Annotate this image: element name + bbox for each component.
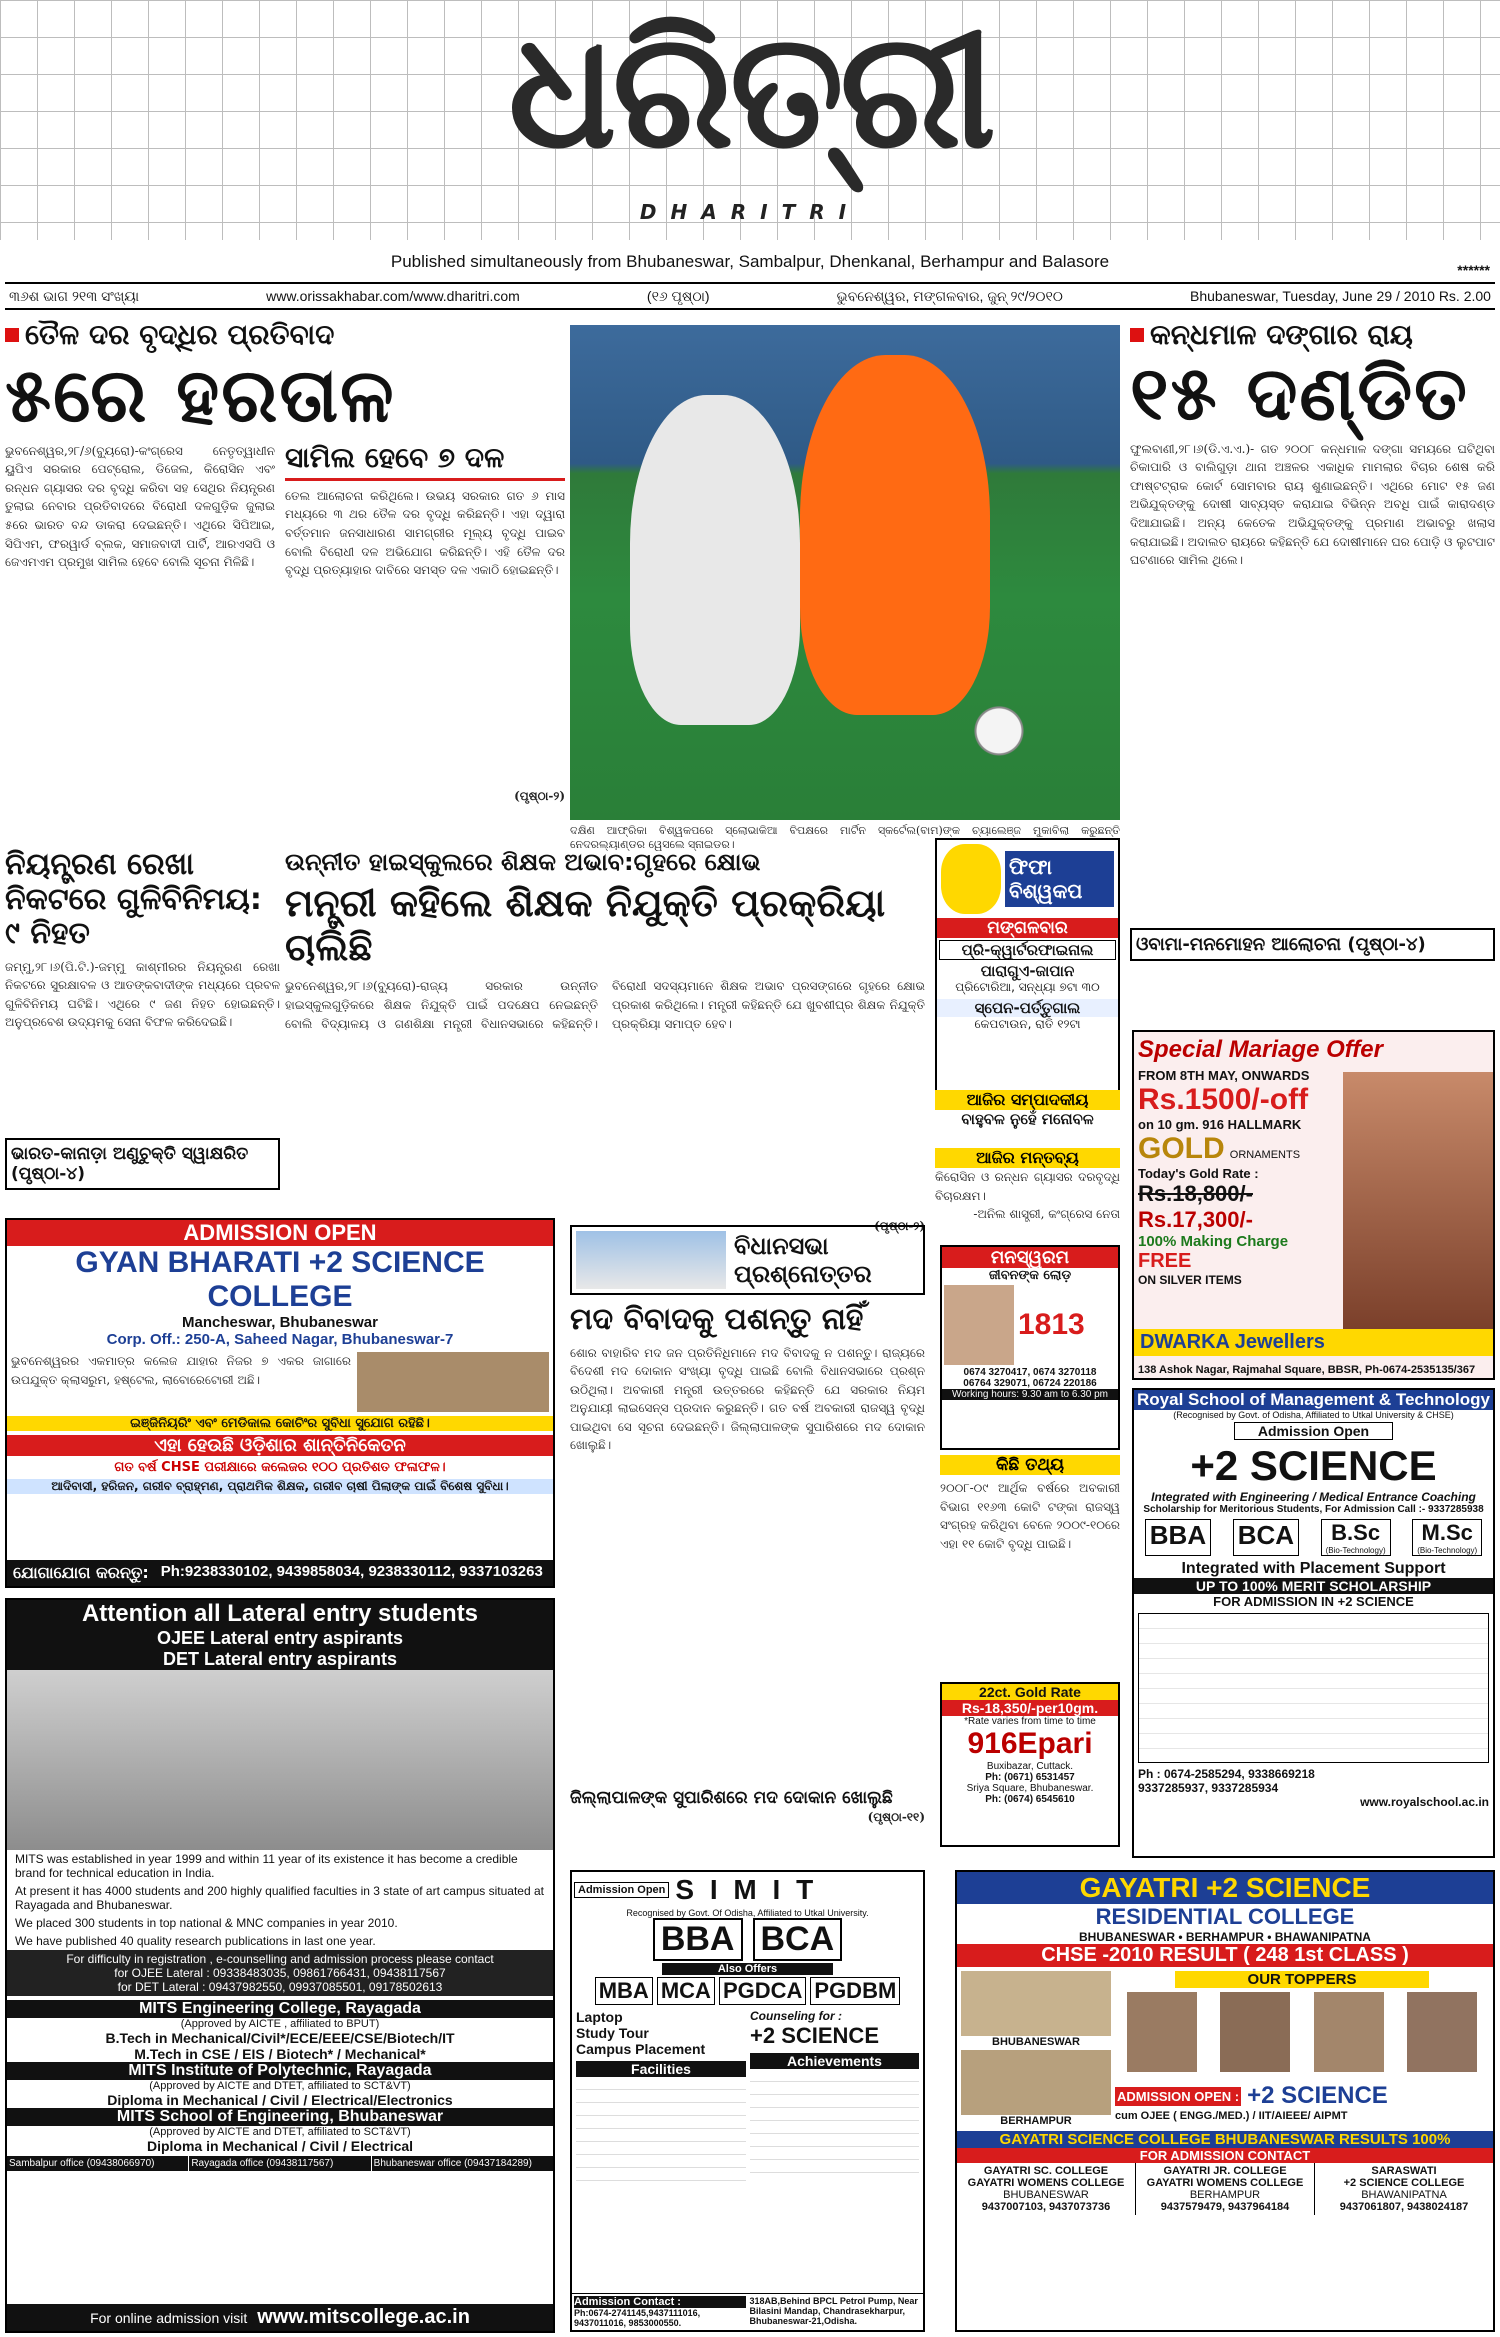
gayatri-campus1: BHUBANESWAR bbox=[992, 2036, 1080, 2048]
gyan-corp: Corp. Off.: 250-A, Saheed Nagar, Bhubaneswar-7 bbox=[106, 1331, 454, 1348]
fifa-match1-time: ପ୍ରିଟୋରିଆ, ସନ୍ଧ୍ୟା ୭ଟା ୩୦ bbox=[955, 980, 1100, 994]
royal-c4s: (Bio-Technology) bbox=[1417, 1546, 1478, 1555]
mits-c3: MITS School of Engineering, Bhubaneswar bbox=[7, 2108, 553, 2126]
masthead-logo: ଧରିତ୍ରୀ bbox=[508, 0, 992, 184]
manaswaram-hours: Working hours: 9.30 am to 6.30 pm bbox=[942, 1389, 1118, 1400]
ad-mits[interactable] bbox=[5, 1598, 555, 2333]
gayatri-result: CHSE -2010 RESULT ( 248 1st CLASS ) bbox=[957, 1944, 1493, 1967]
dwarka-charge: 100% Making Charge bbox=[1138, 1233, 1289, 1250]
royal-placement: Integrated with Placement Support bbox=[1181, 1560, 1446, 1577]
mascot-icon bbox=[941, 844, 1001, 914]
football-photo bbox=[570, 325, 1120, 820]
ad-epari[interactable] bbox=[940, 1682, 1120, 1847]
mits-ojee[interactable]: for OJEE Lateral : 09338483035, 09861766431, 09438117567 bbox=[114, 1966, 446, 1980]
simit-facilities-list bbox=[576, 2077, 746, 2187]
mits-o3[interactable]: Bhubaneswar office (09437184289) bbox=[372, 2156, 553, 2171]
mits-c3b: Diploma in Mechanical / Civil / Electrical bbox=[146, 2138, 414, 2154]
dwarka-ornaments: ORNAMENTS bbox=[1229, 1149, 1301, 1161]
simit-c3: MBA bbox=[595, 1977, 653, 2005]
simit-achievements: Achievements bbox=[750, 2053, 919, 2069]
gayatri-b3c: BHAWANIPATNA bbox=[1361, 2189, 1447, 2201]
opinion-box bbox=[935, 1148, 1120, 1238]
gyan-place: Mancheswar, Bhubaneswar bbox=[182, 1314, 378, 1331]
mits-c2: MITS Institute of Polytechnic, Rayagada bbox=[7, 2062, 553, 2080]
royal-name: Royal School of Management & Technology bbox=[1134, 1390, 1493, 1410]
fifa-match2-time: କେପଟାଉନ, ରାତି ୧୨ଟା bbox=[974, 1017, 1081, 1031]
mits-b4: We have published 40 quality research publications in last one year. bbox=[15, 1934, 376, 1948]
photo-caption: ଦକ୍ଷିଣ ଆଫ୍ରିକା ବିଶ୍ୱକପରେ ସ୍ଲୋଭାକିଆ ବିପକ୍ଷରେ ମାର୍ଟିନ ସ୍କର୍ଟେଲ(ବାମ)ଙ୍କ ଚ୍ୟାଲେଞ୍ଜ ମୁକାବିଲା କରୁଛନ୍ତି ନେଦରଲ୍ୟାଣ୍ଡର ୱେସଲେ ସ୍ନାଇଡର। bbox=[570, 824, 1120, 852]
editorial-title: ଆଜିର ସମ୍ପାଦକୀୟ bbox=[935, 1090, 1120, 1110]
mits-c1c: M.Tech in CSE / EIS / Biotech* / Mechanical* bbox=[134, 2046, 426, 2062]
story5-subhead: ଜିଲ୍ଲାପାଳଙ୍କ ସୁପାରିଶରେ ମଦ ଦୋକାନ ଖୋଲୁଛି bbox=[570, 1787, 893, 1808]
manaswaram-phone2[interactable]: 06764 329071, 06724 220186 bbox=[963, 1378, 1097, 1389]
manaswaram-title: ମନସ୍ୱରମ bbox=[942, 1247, 1118, 1268]
assembly-box bbox=[570, 1225, 925, 1295]
issue: ୩୬ଶ ଭାଗ ୨୧୩ ସଂଖ୍ୟା bbox=[9, 287, 140, 304]
dwarka-grams: on 10 gm. 916 HALLMARK bbox=[1138, 1117, 1302, 1132]
dwarka-title: Special Mariage Offer bbox=[1138, 1036, 1383, 1063]
gayatri-b1: GAYATRI SC. COLLEGE bbox=[983, 2165, 1109, 2177]
celebrity-photo bbox=[944, 1285, 1014, 1365]
dwarka-brand: DWARKA Jewellers bbox=[1134, 1329, 1493, 1356]
gayatri-places: BHUBANESWAR • BERHAMPUR • BHAWANIPATNA bbox=[1079, 1930, 1371, 1944]
simit-contact: Admission Contact : bbox=[574, 2296, 746, 2308]
mits-b3: We placed 300 students in top national & MNC companies in year 2010. bbox=[15, 1916, 398, 1930]
story3-footer[interactable]: ଭାରତ-କାନାଡ଼ା ଅଣୁଚୁକ୍ତି ସ୍ୱାକ୍ଷରିତ (ପୃଷ୍ଠା-୪) bbox=[5, 1138, 280, 1190]
story5-continued[interactable]: (ପୃଷ୍ଠା-୧୧) bbox=[867, 1809, 925, 1824]
model-photo bbox=[1343, 1072, 1493, 1332]
story2-headline: ୧୫ ଦଣ୍ଡିତ bbox=[1130, 351, 1469, 437]
simit-recog: Recognised by Govt. Of Odisha, Affiliated to Utkal University. bbox=[626, 1908, 869, 1918]
gyan-banner: ADMISSION OPEN bbox=[7, 1220, 553, 1246]
mits-sub1: OJEE Lateral entry aspirants bbox=[7, 1628, 553, 1649]
simit-admission: Admission Open bbox=[574, 1882, 669, 1898]
fifa-title1: ଫିଫା bbox=[1009, 855, 1052, 879]
mits-c1: MITS Engineering College, Rayagada bbox=[7, 2000, 553, 2018]
gyan-name: GYAN BHARATI +2 SCIENCE COLLEGE bbox=[75, 1246, 485, 1313]
bullet-square-icon bbox=[5, 328, 19, 342]
dwarka-price: Rs.1500/-off bbox=[1138, 1083, 1309, 1116]
mits-site[interactable]: www.mitscollege.ac.in bbox=[257, 2306, 470, 2328]
mits-det[interactable]: for DET Lateral : 09437982550, 09937085501, 09178502613 bbox=[117, 1980, 443, 1994]
topper-photo bbox=[1127, 1992, 1197, 2072]
mits-campus-photo bbox=[7, 1670, 553, 1850]
epari-note: *Rate varies from time to time bbox=[964, 1716, 1096, 1727]
story4-continued[interactable]: (ପୃଷ୍ଠା-୨) bbox=[874, 1219, 925, 1234]
ad-manaswaram[interactable] bbox=[940, 1245, 1120, 1450]
fifa-box bbox=[935, 838, 1120, 1103]
simit-c5: PGDCA bbox=[719, 1977, 806, 2005]
fifa-day: ମଙ୍ଗଳବାର bbox=[937, 918, 1118, 938]
manaswaram-phone1[interactable]: 0674 3270417, 0674 3270118 bbox=[963, 1367, 1097, 1378]
gyan-line1: ଭୁବନେଶ୍ୱରର ଏକମାତ୍ର କଲେଜ ଯାହାର ନିଜର ୭ ଏକର ଜାଗାରେ ଉପଯୁକ୍ତ କ୍ଲାସରୁମ, ହଷ୍ଟେଲ, ଲାବୋରେଟୋରୀ ଅଛି। bbox=[11, 1354, 351, 1387]
mits-b2: At present it has 4000 students and 200 highly qualified faculties in 3 state of art campus situated at Rayagada and Bhubaneswar. bbox=[15, 1884, 544, 1912]
gayatri-results: GAYATRI SCIENCE COLLEGE BHUBANESWAR RESULTS 100% bbox=[957, 2131, 1493, 2148]
topper-photo bbox=[1407, 1992, 1477, 2072]
gayatri-ojee: cum OJEE ( ENGG./MED.) / IIT/AIEEE/ AIPMT bbox=[1115, 2110, 1348, 2122]
story4-headline: ମନ୍ତ୍ରୀ କହିଲେ ଶିକ୍ଷକ ନିଯୁକ୍ତି ପ୍ରକ୍ରିୟା ଚାଲିଛି bbox=[285, 881, 886, 969]
stars: ****** bbox=[1457, 262, 1490, 278]
simit-free3: Campus Placement bbox=[576, 2041, 706, 2057]
mits-c2a: (Approved by AICTE and DTET, affiliated to SCT&VT) bbox=[149, 2080, 411, 2092]
player-white bbox=[630, 395, 800, 725]
mits-c2b: Diploma in Mechanical / Civil / Electrical/Electronics bbox=[107, 2092, 453, 2108]
simit-plus2: +2 SCIENCE bbox=[750, 2023, 879, 2048]
ad-royal-school[interactable] bbox=[1132, 1388, 1495, 1858]
ad-gayatri[interactable] bbox=[955, 1870, 1495, 2332]
story1-body-right: ତେଲ ଆଲୋଚନା କରିଥିଲେ। ଉଭୟ ସରକାର ଗତ ୬ ମାସ ମଧ୍ୟରେ ୩ ଥର ତୈଳ ଦର ବୃଦ୍ଧି କରିଛନ୍ତି। ଏହା ଦ୍ୱାରା ବର୍ତ୍ତମାନ ଜନସାଧାରଣ ସାମଗ୍ରୀର ମୂଲ୍ୟ ବୃଦ୍ଧି ପାଇବ ବୋଲି ବିରୋଧୀ ଦଳ ଅଭିଯୋଗ କରିଛନ୍ତି। ଏହି ତୈଳ ଦର ବୃଦ୍ଧି ପ୍ରତ୍ୟାହାର ଦାବିରେ ସମସ୍ତ ଦଳ ଏକାଠି ହୋଇଛନ୍ତି। bbox=[285, 488, 565, 578]
royal-for-adm: FOR ADMISSION IN +2 SCIENCE bbox=[1213, 1594, 1414, 1609]
bullet-square-icon bbox=[1130, 328, 1144, 342]
story4-body: ଭୁବନେଶ୍ୱର,୨୮।୬(ବ୍ୟୁରୋ)-ରାଜ୍ୟ ସରକାର ଉନ୍ନୀତ ହାଇସ୍କୁଲଗୁଡ଼ିକରେ ଶିକ୍ଷକ ନିଯୁକ୍ତି ପାଇଁ ପଦକ୍ଷେପ ନେଇଛନ୍ତି ବୋଲି ବିଦ୍ୟାଳୟ ଓ ଗଣଶିକ୍ଷା ମନ୍ତ୍ରୀ ବିଧାନସଭାରେ କହିଛନ୍ତି। ବିରୋଧୀ ସଦସ୍ୟମାନେ ଶିକ୍ଷକ ଅଭାବ ପ୍ରସଙ୍ଗରେ ଗୃହରେ କ୍ଷୋଭ ପ୍ରକାଶ କରିଥିଲେ। ମନ୍ତ୍ରୀ କହିଛନ୍ତି ଯେ ଖୁବଶୀଘ୍ର ଶିକ୍ଷକ ନିଯୁକ୍ତି ପ୍ରକ୍ରିୟା ସମାପ୍ତ ହେବ। bbox=[285, 979, 925, 1031]
gyan-contact-label: ଯୋଗାଯୋଗ କରନ୍ତୁ: bbox=[13, 1563, 149, 1582]
royal-merit: UP TO 100% MERIT SCHOLARSHIP bbox=[1134, 1578, 1493, 1594]
facts-box bbox=[940, 1455, 1120, 1675]
story2-body: ଫୁଲବାଣୀ,୨୮।୬(ଡି.ଏ.ଏ.)- ଗତ ୨୦୦୮ କନ୍ଧମାଳ ଦଙ୍ଗା ସମୟରେ ଘଟିଥିବା ଚିକାପାରି ଓ ବାଲିଗୁଡ଼ା ଥାନା ଅଞ୍ଚଳର ଏକାଧିକ ମାମଲାର ବିଚାର ଶେଷ କରି ଫାଷ୍ଟଟ୍ରାକ କୋର୍ଟ ସୋମବାର ରାୟ ଶୁଣାଇଛନ୍ତି। ଏଥିରେ ମୋଟ ୧୫ ଜଣ ଅଭିଯୁକ୍ତଙ୍କୁ ଦୋଷୀ ସାବ୍ୟସ୍ତ କରାଯାଇ ବିଭିନ୍ନ ଅବଧି ପାଇଁ କାରାଦଣ୍ଡ ଦିଆଯାଇଛି। ଅନ୍ୟ କେତେକ ଅଭିଯୁକ୍ତଙ୍କୁ ପ୍ରମାଣ ଅଭାବରୁ ଖଲାସ କରାଯାଇଛି। ଅଦାଲତ ରାୟରେ କହିଛନ୍ତି ଯେ ଦୋଷୀମାନେ ଘର ପୋଡ଼ି ଓ ଲୁଟପାଟ ଘଟଣାରେ ସାମିଲ ଥିଲେ। bbox=[1130, 441, 1495, 568]
gayatri-b1p[interactable]: 9437007103, 9437073736 bbox=[981, 2201, 1111, 2213]
gayatri-b3: SARASWATI bbox=[1371, 2165, 1437, 2177]
simit-c1: BBA bbox=[653, 1918, 743, 1961]
gayatri-b3b: +2 SCIENCE COLLEGE bbox=[1343, 2177, 1465, 2189]
simit-also: Also Offers bbox=[662, 1963, 833, 1975]
simit-counsel: Counseling for : bbox=[750, 2009, 842, 2023]
royal-scholarship: Scholarship for Meritorious Students, For Admission Call :- 9337285938 bbox=[1143, 1504, 1484, 1515]
manaswaram-price: 1813 bbox=[1018, 1308, 1085, 1341]
mits-visit: For online admission visit bbox=[90, 2309, 248, 2326]
mits-o1[interactable]: Sambalpur office (09438066970) bbox=[7, 2156, 189, 2171]
story-liquor bbox=[570, 1303, 925, 1863]
gayatri-b2b: GAYATRI WOMENS COLLEGE bbox=[1146, 2177, 1304, 2189]
mits-c1a: (Approved by AICTE , affiliated to BPUT) bbox=[180, 2018, 380, 2030]
story2-kicker: କନ୍ଧମାଳ ଦଙ୍ଗାର ରାୟ bbox=[1130, 318, 1495, 352]
gyan-line4: ଗତ ବର୍ଷ CHSE ପରୀକ୍ଷାରେ କଲେଜର ୧୦୦ ପ୍ରତିଶତ ଫଳାଫଳ। bbox=[114, 1460, 446, 1475]
epari-brand: 916Epari bbox=[967, 1727, 1093, 1760]
dwarka-old-rate: Rs.18,800/- bbox=[1138, 1181, 1253, 1206]
campus-photo bbox=[357, 1352, 549, 1412]
story5-body: ଶୋର ବାହାରିବ ମଦ ଜନ ପ୍ରତିନିଧିମାନେ ମଦ ବିବାଦକୁ ନ ପଶନ୍ତୁ। ରାଜ୍ୟରେ ବିଦେଶୀ ମଦ ଦୋକାନ ସଂଖ୍ୟା ବୃଦ୍ଧି ପାଇଛି ବୋଲି ବିଧାନସଭାରେ ପ୍ରଶ୍ନ ଉଠିଥିଲା। ଅବକାରୀ ମନ୍ତ୍ରୀ ଉତ୍ତରରେ କହିଛନ୍ତି ଯେ ସରକାର ନିୟମ ଅନୁଯାୟୀ ଲାଇସେନ୍ସ ପ୍ରଦାନ କରୁଛନ୍ତି। ଗତ ବର୍ଷ ଅବକାରୀ ରାଜସ୍ୱ ବୃଦ୍ଧି ପାଇଥିବା ସେ ସୂଚନା ଦେଇଛନ୍ତି। ଜିଲ୍ଲାପାଳଙ୍କ ସୁପାରିଶରେ ମଦ ଦୋକାନ ଖୋଲୁଛି। bbox=[570, 1345, 925, 1453]
mits-b1: MITS was established in year 1999 and within 11 year of its existence it has become a credible brand for technical education in India. bbox=[15, 1852, 518, 1880]
simit-c4: MCA bbox=[657, 1977, 715, 2005]
royal-phone[interactable]: Ph : 0674-2585294, 9338669218 bbox=[1138, 1767, 1315, 1781]
dwarka-gold: GOLD bbox=[1138, 1132, 1225, 1165]
manaswaram-sub: ଜୀବନଙ୍କ ଲୋଡ଼ bbox=[988, 1268, 1072, 1283]
page-count: (୧୬ ପୃଷ୍ଠା) bbox=[646, 287, 710, 304]
story1-headline: ୫ରେ ହରତାଳ bbox=[5, 353, 396, 439]
story2-footer[interactable]: ଓବାମା-ମନମୋହନ ଆଲୋଚନା (ପୃଷ୍ଠା-୪) bbox=[1130, 928, 1495, 961]
gayatri-course: +2 SCIENCE bbox=[1247, 2082, 1388, 2109]
gyan-phones[interactable]: Ph:9238330102, 9439858034, 9238330112, 9337103263 bbox=[160, 1563, 543, 1580]
royal-c4: M.Sc bbox=[1421, 1520, 1473, 1545]
simit-free1: Laptop bbox=[576, 2009, 623, 2025]
facts-text: ୨୦୦୮-୦୯ ଆର୍ଥିକ ବର୍ଷରେ ଅବକାରୀ ବିଭାଗ ୧୧୬୩ କୋଟି ଟଙ୍କା ରାଜସ୍ୱ ସଂଗ୍ରହ କରିଥିବା ବେଳେ ୨୦୦୯-୧୦ରେ ଏହା ୧୧ କୋଟି ବୃଦ୍ଧି ପାଇଛି। bbox=[940, 1481, 1120, 1551]
simit-name: S I M I T bbox=[675, 1874, 818, 1905]
story-teachers bbox=[285, 848, 925, 1234]
assembly-title2: ପ୍ରଶ୍ନୋତ୍ତର bbox=[734, 1260, 872, 1288]
epari-addr2: Sriya Square, Bhubaneswar. bbox=[966, 1783, 1094, 1794]
royal-site[interactable]: www.royalschool.ac.in bbox=[1360, 1795, 1489, 1809]
dwarka-address: 138 Ashok Nagar, Rajmahal Square, BBSR, Ph-0674-2535135/367 bbox=[1138, 1364, 1476, 1376]
simit-facilities: Facilities bbox=[576, 2061, 746, 2077]
story-kandhamal bbox=[1130, 318, 1495, 1028]
epari-ph1[interactable]: Ph: (0671) 6531457 bbox=[985, 1772, 1075, 1783]
ad-dwarka[interactable] bbox=[1132, 1030, 1495, 1380]
gayatri-campus2: BERHAMPUR bbox=[1000, 2115, 1072, 2127]
masthead bbox=[0, 0, 1500, 240]
dateline bbox=[5, 282, 1495, 310]
gayatri-toppers: OUR TOPPERS bbox=[1175, 1971, 1429, 1988]
royal-c3s: (Bio-Technology) bbox=[1325, 1546, 1386, 1555]
simit-phones[interactable]: Ph:0674-2741145,9437111016, 9437011016, 9853000550. bbox=[574, 2308, 701, 2328]
royal-fee-table bbox=[1138, 1613, 1489, 1763]
simit-c2: BCA bbox=[753, 1918, 843, 1961]
mits-sub2: DET Lateral entry aspirants bbox=[7, 1649, 553, 1670]
gayatri-b2: GAYATRI JR. COLLEGE bbox=[1163, 2165, 1287, 2177]
topper-photo bbox=[1220, 1992, 1290, 2072]
gayatri-b1c: BHUBANESWAR bbox=[1003, 2189, 1089, 2201]
royal-recog: (Recognised by Govt. of Odisha, Affiliated to Utkal University & CHSE) bbox=[1173, 1410, 1454, 1420]
assembly-title1: ବିଧାନସଭା bbox=[734, 1232, 829, 1260]
ad-simit[interactable] bbox=[570, 1870, 925, 2332]
mits-o2[interactable]: Rayagada office (09438117567) bbox=[189, 2156, 371, 2171]
story3-body: ଜମ୍ମୁ,୨୮।୬(ପି.ଟି.)-ଜମ୍ମୁ କାଶ୍ମୀରର ନିୟନ୍ତ୍ରଣ ରେଖା ନିକଟରେ ସୁରକ୍ଷାବଳ ଓ ଆତଙ୍କବାଦୀଙ୍କ ମଧ୍ୟରେ ପ୍ରବଳ ଗୁଳିବିନିମୟ ଘଟିଛି। ଏଥିରେ ୯ ଜଣ ନିହତ ହୋଇଛନ୍ତି। ଅନୁପ୍ରବେଶ ଉଦ୍ୟମକୁ ସେନା ବିଫଳ କରିଦେଇଛି। bbox=[5, 959, 280, 1030]
fifa-match2: ସ୍ପେନ-ପର୍ତ୍ତୁଗାଲ bbox=[937, 999, 1118, 1017]
opinion-title: ଆଜିର ମନ୍ତବ୍ୟ bbox=[935, 1148, 1120, 1168]
simit-addr: 318AB,Behind BPCL Petrol Pump, Near Bilasini Mandap, Chandrasekharpur, Bhubaneswar-21,Odisha. bbox=[749, 2296, 918, 2326]
mits-title: Attention all Lateral entry students bbox=[7, 1600, 553, 1628]
opinion-text: କିରୋସିନ ଓ ରନ୍ଧନ ଗ୍ୟାସର ଦରବୃଦ୍ଧି ବିଚାରକ୍ଷମ। bbox=[935, 1170, 1120, 1203]
gayatri-contact: FOR ADMISSION CONTACT bbox=[957, 2148, 1493, 2163]
gyan-line5: ଆଦିବାସୀ, ହରିଜନ, ଗରୀବ ବ୍ରାହ୍ମଣ, ପ୍ରାଥମିକ ଶିକ୍ଷକ, ଗରୀବ ଚାଷୀ ପିଲାଙ୍କ ପାଇଁ ବିଶେଷ ସୁବିଧା। bbox=[7, 1479, 553, 1494]
gayatri-b3p[interactable]: 9437061807, 9438024187 bbox=[1339, 2201, 1469, 2213]
dwarka-new-rate: Rs.17,300/- bbox=[1138, 1207, 1253, 1232]
story1-body-left: ଭୁବନେଶ୍ୱର,୨୮/୬(ବ୍ୟୁରୋ)-କଂଗ୍ରେସ ନେତୃତ୍ୱାଧୀନ ୟୁପିଏ ସରକାର ପେଟ୍ରୋଲ, ଡିଜେଲ, କିରୋସିନ ଏବଂ ରନ୍ଧନ ଗ୍ୟାସର ଦର ବୃଦ୍ଧି କରିବା ସହ ସେଥିର ନିୟନ୍ତ୍ରଣ ତୁଲାଇ ନେବାର ପ୍ରତିବାଦରେ ବିରୋଧୀ ଦଳଗୁଡ଼ିକ ଜୁଲାଇ ୫ରେ ଭାରତ ବନ୍ଦ ଡାକରା ଦେଇଛନ୍ତି। ଏଥିରେ ସିପିଆଇ, ସିପିଏମ, ଫରୱାର୍ଡ ବ୍ଲକ, ସମାଜବାଦୀ ପାର୍ଟି, ଆରଏସପି ଓ ଜେଏମଏମ ପ୍ରମୁଖ ସାମିଲ ହେବେ ବୋଲି ସୂଚନା ମିଳିଛି। bbox=[5, 443, 275, 570]
editorial-text: ବାହୁବଳ ନୁହେଁ ମନୋବଳ bbox=[961, 1110, 1094, 1128]
gayatri-bam-photo bbox=[961, 2050, 1111, 2115]
mits-visit-row bbox=[7, 2304, 553, 2331]
story1-kicker: ତୈଳ ଦର ବୃଦ୍ଧିର ପ୍ରତିବାଦ bbox=[5, 318, 565, 352]
player-orange bbox=[800, 355, 990, 715]
assembly-building-photo bbox=[576, 1231, 726, 1289]
date-eng: Bhubaneswar, Tuesday, June 29 / 2010 Rs. 2.00 bbox=[1190, 288, 1491, 304]
mits-contact-title: For difficulty in registration , e-counselling and admission process please contact bbox=[66, 1952, 494, 1966]
royal-admission: Admission Open bbox=[1234, 1422, 1393, 1440]
mits-c1b: B.Tech in Mechanical/Civil*/ECE/EEE/CSE/Biotech/IT bbox=[105, 2030, 455, 2046]
gayatri-bbsr-photo bbox=[961, 1971, 1111, 2036]
royal-c2: BCA bbox=[1233, 1519, 1299, 1556]
fifa-title2: ବିଶ୍ୱକପ bbox=[1009, 879, 1083, 903]
simit-achievements-list bbox=[750, 2069, 919, 2179]
royal-c1: BBA bbox=[1145, 1519, 1211, 1556]
royal-phone2[interactable]: 9337285937, 9337285934 bbox=[1138, 1781, 1279, 1795]
gayatri-b2c: BERHAMPUR bbox=[1189, 2189, 1261, 2201]
date-odia: ଭୁବନେଶ୍ୱର, ମଙ୍ଗଳବାର, ଜୁନ୍ ୨୯/୨୦୧୦ bbox=[836, 287, 1063, 304]
masthead-latin: DHARITRI bbox=[639, 200, 861, 224]
editorial-box[interactable] bbox=[935, 1090, 1120, 1145]
story-loc bbox=[5, 848, 280, 1193]
royal-c3: B.Sc bbox=[1331, 1520, 1381, 1545]
gyan-line3: ଏହା ହେଉଛି ଓଡ଼ିଶାର ଶାନ୍ତିନିକେତନ bbox=[7, 1435, 553, 1456]
story1-subhead: ସାମିଲ ହେବେ ୭ ଦଳ bbox=[285, 442, 565, 481]
ad-gyan-bharati[interactable] bbox=[5, 1218, 555, 1588]
fifa-match1: ପାରାଗୁଏ-ଜାପାନ bbox=[980, 962, 1075, 980]
dwarka-free: FREE bbox=[1138, 1250, 1192, 1272]
story1-continued[interactable]: (ପୃଷ୍ଠା-୨) bbox=[514, 788, 565, 803]
royal-integrated: Integrated with Engineering / Medical Entrance Coaching bbox=[1151, 1490, 1476, 1504]
story4-kicker: ଉନ୍ନୀତ ହାଇସ୍କୁଲରେ ଶିକ୍ଷକ ଅଭାବ:ଗୃହରେ କ୍ଷୋଭ bbox=[285, 848, 761, 876]
gyan-line2: ଇଞ୍ଜିନିୟରିଂ ଏବଂ ମେଡିକାଲ କୋଚିଂର ସୁବିଧା ସୁଯୋଗ ରହିଛି। bbox=[7, 1416, 553, 1431]
royal-course: +2 SCIENCE bbox=[1190, 1442, 1437, 1489]
dwarka-from: FROM 8TH MAY, ONWARDS bbox=[1138, 1068, 1310, 1083]
epari-addr1: Buxibazar, Cuttack. bbox=[986, 1761, 1074, 1772]
story3-headline: ନିୟନ୍ତ୍ରଣ ରେଖା ନିକଟରେ ଗୁଳିବିନିମୟ: ୯ ନିହତ bbox=[5, 847, 262, 951]
mits-c3a: (Approved by AICTE and DTET, affiliated to SCT&VT) bbox=[149, 2126, 411, 2138]
dwarka-rate-label: Today's Gold Rate : bbox=[1138, 1166, 1259, 1181]
topper-photo bbox=[1314, 1992, 1384, 2072]
gayatri-sub: RESIDENTIAL COLLEGE bbox=[1095, 1904, 1355, 1929]
gayatri-admission: ADMISSION OPEN : bbox=[1117, 2088, 1240, 2104]
gayatri-b1b: GAYATRI WOMENS COLLEGE bbox=[967, 2177, 1125, 2189]
published-line: Published simultaneously from Bhubaneswar, Sambalpur, Dhenkanal, Berhampur and Balasore bbox=[390, 252, 1110, 271]
websites[interactable]: www.orissakhabar.com/www.dharitri.com bbox=[266, 288, 520, 304]
gayatri-b2p[interactable]: 9437579479, 9437964184 bbox=[1160, 2201, 1290, 2213]
gayatri-name: GAYATRI +2 SCIENCE bbox=[957, 1872, 1493, 1904]
facts-title: କିଛି ତଥ୍ୟ bbox=[940, 1455, 1120, 1475]
story5-headline: ମଦ ବିବାଦକୁ ପଶନ୍ତୁ ନାହିଁ bbox=[570, 1302, 864, 1337]
simit-free2: Study Tour bbox=[576, 2025, 649, 2041]
epari-ph2[interactable]: Ph: (0674) 6545610 bbox=[985, 1794, 1075, 1805]
epari-title: 22ct. Gold Rate bbox=[942, 1684, 1118, 1700]
epari-rate: Rs-18,350/-per10gm. bbox=[942, 1700, 1118, 1716]
opinion-author: -ଅନିଲ ଶାସ୍ତ୍ରୀ, କଂଗ୍ରେସ ନେତା bbox=[973, 1207, 1120, 1222]
simit-c6: PGDBM bbox=[810, 1977, 900, 2005]
dwarka-silver: ON SILVER ITEMS bbox=[1138, 1273, 1242, 1287]
story-strike bbox=[5, 318, 565, 843]
fifa-stage: ପ୍ରି-କ୍ୱାର୍ଟରଫାଇନାଲ bbox=[939, 940, 1116, 960]
